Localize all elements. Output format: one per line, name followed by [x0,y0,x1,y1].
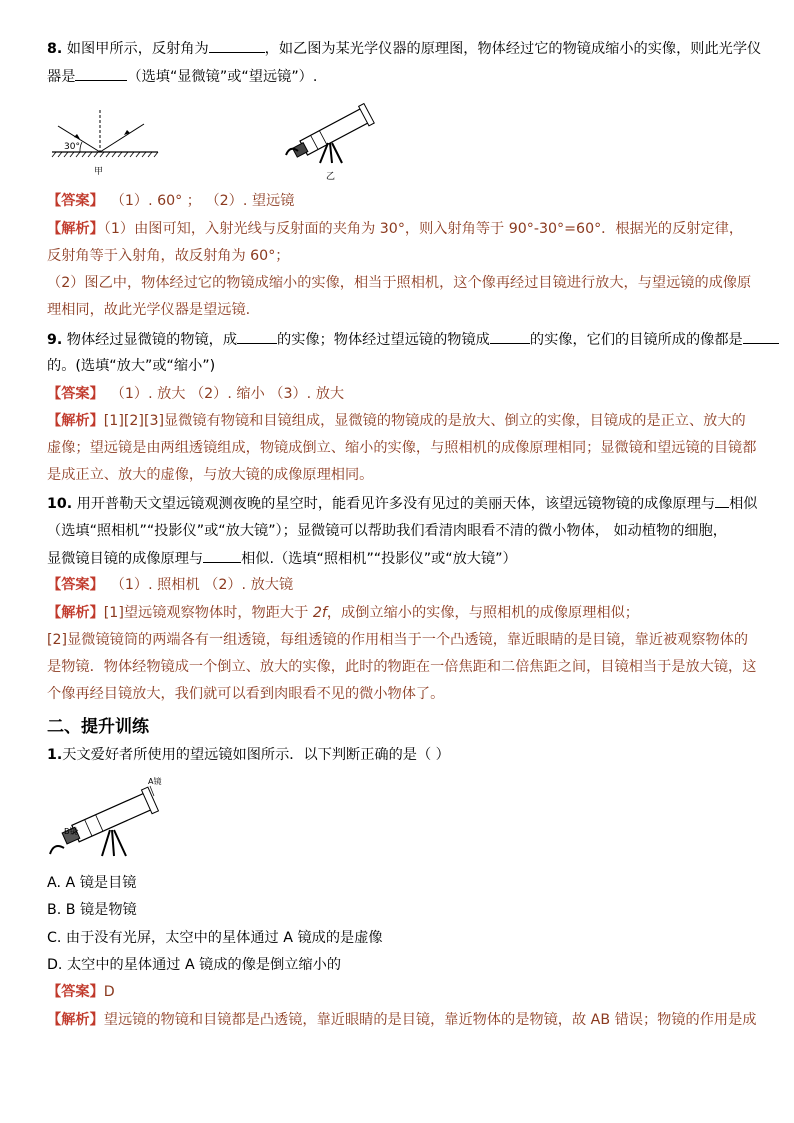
q10-line1: 10. 用开普勒天文望远镜观测夜晚的星空时，能看见许多没有见过的美丽天体，该望远镜物镜的成像原理与 相似 [47,493,758,514]
q9-answer: 【答案】 （1）. 放大 （2）. 缩小 （3）. 放大 [47,386,345,402]
q10-line2: （选填“照相机”“投影仪”或“放大镜”）；显微镜可以帮助我们看清肉眼看不清的微小物体， 如动植物的细胞， [47,523,727,539]
lens-a-label: A镜 [148,777,162,786]
figure-caption: 乙 [326,172,336,182]
q8-analysis-4: 理相同，故此光学仪器是望远镜. [47,302,251,318]
question-number: 10. [47,496,73,512]
reflection-diagram [50,104,160,180]
q10-line3: 显微镜目镜的成像原理与 相似.（选填“照相机”“投影仪”或“放大镜”） [47,548,517,569]
answer-blank [490,329,530,344]
q9-analysis-1: 【解析】[1][2][3]显微镜有物镜和目镜组成，显微镜的物镜成的是放大、倒立的实像，目镜成的是正立、放大的 [47,413,746,429]
p1-stem: 1.天文爱好者所使用的望远镜如图所示．以下判断正确的是（ ） [47,747,450,763]
p1-analysis-1: 【解析】望远镜的物镜和目镜都是凸透镜，靠近眼睛的是目镜，靠近物体的是物镜，故 AB 错误；物镜的作用是成 [47,1012,757,1028]
answer-blank [203,548,241,563]
q10-analysis-3: 是物镜．物体经物镜成一个倒立、放大的实像，此时的物距在一倍焦距和二倍焦距之间，目镜相当于是放大镜，这 [47,659,757,675]
q10-analysis-2: [2]显微镜镜筒的两端各有一组透镜，每组透镜的作用相当于一个凸透镜，靠近眼睛的是目镜，靠近被观察物体的 [47,632,749,648]
q8-line1: 8. 如图甲所示，反射角为 ，如乙图为某光学仪器的原理图，物体经过它的物镜成缩小的实像，则此光学仪 [47,38,761,59]
q9-analysis-3: 是成正立、放大的虚像，与放大镜的成像原理相同。 [47,467,374,483]
question-number: 9. [47,332,63,348]
option-c: C. 由于没有光屏，太空中的星体通过 A 镜成的是虚像 [47,930,383,946]
astronomy-telescope-diagram [46,772,176,864]
q8-analysis-3: （2）图乙中，物体经过它的物镜成缩小的实像，相当于照相机，这个像再经过目镜进行放大，与望远镜的成像原 [47,275,752,291]
q10-answer: 【答案】 （1）. 照相机 （2）. 放大镜 [47,577,294,593]
question-number: 8. [47,41,63,57]
section-title: 二、提升训练 [47,717,149,737]
figure-caption: 甲 [94,167,104,177]
q8-analysis-1: 【解析】（1）由图可知，入射光线与反射面的夹角为 30°，则入射角等于 90°-30°=60°．根据光的反射定律， [47,221,744,237]
q9-line1: 9. 物体经过显微镜的物镜，成 的实像；物体经过望远镜的物镜成 的实像，它们的目镜所成的像都是 [47,329,779,350]
q10-analysis-1: 【解析】[1]望远镜观察物体时，物距大于 2f，成倒立缩小的实像，与照相机的成像原理相似； [47,605,639,621]
question-number: 1. [47,747,63,763]
q8-line2: 器是 （选填“显微镜”或“望远镜”）. [47,66,317,87]
q8-analysis-2: 反射角等于入射角，故反射角为 60°； [47,248,290,264]
angle-label: 30° [64,142,80,152]
q9-analysis-2: 虚像；望远镜是由两组透镜组成，物镜成倒立、缩小的实像，与照相机的成像原理相同；显微镜和望远镜的目镜都 [47,440,757,456]
answer-blank [743,329,779,344]
option-d: D. 太空中的星体通过 A 镜成的像是倒立缩小的 [47,957,342,973]
option-b: B. B 镜是物镜 [47,902,137,918]
option-a: A. A 镜是目镜 [47,875,137,891]
answer-blank [75,66,127,81]
q9-line2: 的。(选填“放大”或“缩小”) [47,358,216,374]
lens-b-label: B镜 [64,827,78,836]
q8-answer: 【答案】 （1）. 60° ； （2）. 望远镜 [47,193,295,209]
answer-blank [237,329,277,344]
telescope-diagram [282,93,382,183]
q10-analysis-4: 个像再经目镜放大，我们就可以看到肉眼看不见的微小物体了。 [47,686,445,702]
answer-blank [209,38,265,53]
answer-blank [715,493,729,508]
p1-answer: 【答案】D [47,984,115,1000]
